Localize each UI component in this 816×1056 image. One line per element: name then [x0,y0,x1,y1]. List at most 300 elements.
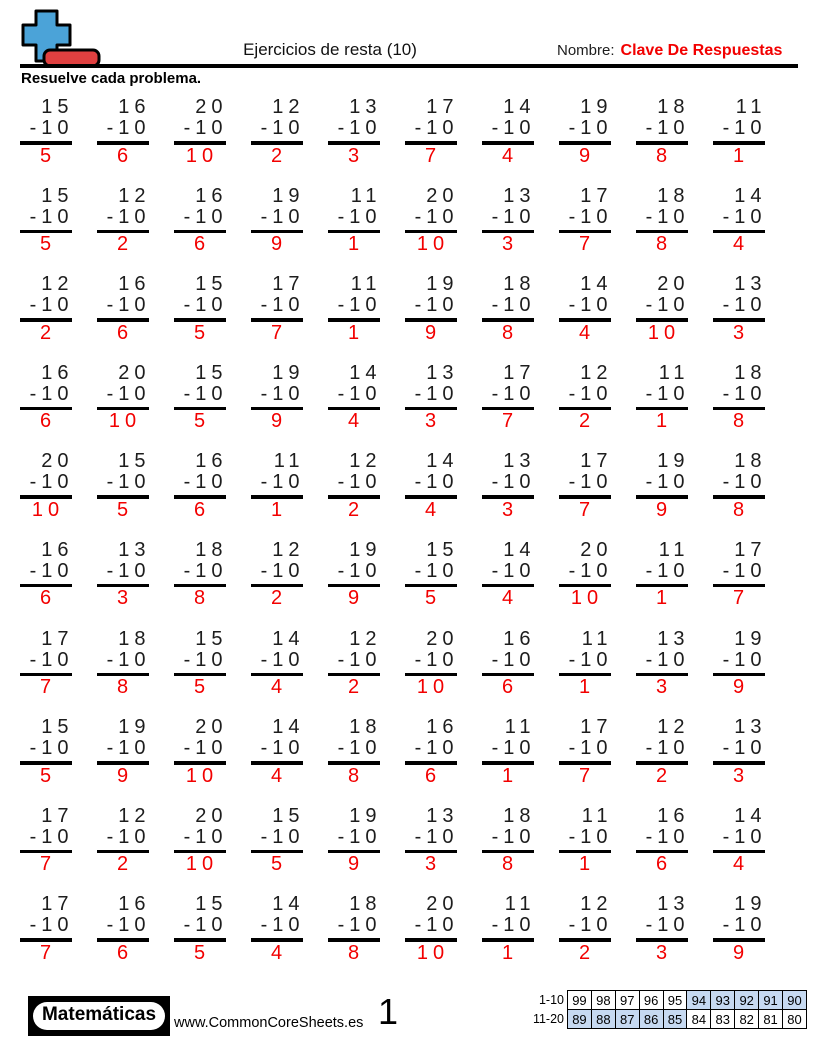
problem-answer: 8 [732,498,750,521]
problem-minuend: 14 [734,804,767,827]
problem-answer: 4 [270,676,288,699]
problem-answer: 4 [501,587,519,610]
problem-answer: 4 [578,321,596,344]
problem [251,540,303,629]
problem-minuend: 14 [272,716,305,739]
problem [559,363,611,452]
header-divider [20,64,798,68]
score-cell: 92 [734,990,759,1010]
problem-minuend: 19 [349,538,382,561]
problem-minuend: 14 [580,273,613,296]
problem-subtrahend: -10 [183,559,228,582]
problem [328,717,380,806]
problem-minuend: 12 [272,538,305,561]
problem [328,274,380,363]
problem-subtrahend: -10 [645,559,690,582]
problem-answer: 3 [501,233,519,256]
problem-subtrahend: -10 [337,205,382,228]
problem [328,186,380,275]
problem-minuend: 18 [734,361,767,384]
problem-answer: 9 [732,676,750,699]
problem-minuend: 18 [349,893,382,916]
problem [20,629,72,718]
problem [20,97,72,186]
problem [636,97,688,186]
problem-subtrahend: -10 [337,825,382,848]
problem-subtrahend: -10 [414,205,459,228]
problem-subtrahend: -10 [568,205,613,228]
problem-answer: 5 [39,233,57,256]
problem-answer: 1 [732,144,750,167]
problem-answer: 6 [39,587,57,610]
problem-subtrahend: -10 [183,117,228,139]
problem-minuend: 12 [580,361,613,384]
problem-subtrahend: -10 [491,471,536,494]
problem [482,894,534,983]
problem-minuend: 16 [195,184,228,207]
problem [20,894,72,983]
score-cell: 83 [710,1009,735,1029]
problem-answer: 7 [424,144,442,167]
problem [97,363,149,452]
problem-subtrahend: -10 [183,825,228,848]
problem-subtrahend: -10 [645,471,690,494]
problem [559,894,611,983]
score-cell: 91 [758,990,783,1010]
problem-subtrahend: -10 [337,737,382,760]
problem-subtrahend: -10 [491,205,536,228]
problem-answer: 9 [347,587,365,610]
problem-answer: 8 [501,321,519,344]
problem-minuend: 13 [503,450,536,473]
problem-minuend: 14 [734,184,767,207]
problem-minuend: 15 [41,184,74,207]
problem-answer: 8 [116,676,134,699]
problem-minuend: 16 [426,716,459,739]
score-cell: 81 [758,1009,783,1029]
problem-subtrahend: -10 [106,737,151,760]
problem [713,806,765,895]
problem-minuend: 13 [734,273,767,296]
problem [174,186,226,275]
score-cell: 80 [782,1009,807,1029]
problem [174,717,226,806]
score-row [524,1009,807,1029]
score-cell: 82 [734,1009,759,1029]
problem-subtrahend: -10 [337,382,382,405]
problem-answer: 8 [347,764,365,787]
problem-subtrahend: -10 [491,914,536,937]
problem-minuend: 17 [41,893,74,916]
problem-minuend: 17 [272,273,305,296]
problem [482,629,534,718]
problem [405,97,457,186]
problem-answer-line [713,141,765,145]
problem [20,274,72,363]
problem-minuend: 18 [195,538,228,561]
problem [405,540,457,629]
problem-answer: 6 [501,676,519,699]
problem-subtrahend: -10 [337,117,382,139]
name-row [557,42,782,60]
problem [405,806,457,895]
problem-answer: 5 [116,498,134,521]
problem-subtrahend: -10 [106,382,151,405]
problem-minuend: 15 [195,627,228,650]
problem-answer: 1 [578,853,596,876]
problem-subtrahend: -10 [337,294,382,317]
score-cell: 98 [591,990,616,1010]
problem-subtrahend: -10 [260,117,305,139]
problem-subtrahend: -10 [106,648,151,671]
problem-subtrahend: -10 [106,205,151,228]
problem-subtrahend: -10 [183,914,228,937]
problem-answer-line [20,141,72,145]
problem-subtrahend: -10 [106,914,151,937]
problem-subtrahend: -10 [29,205,74,228]
problem-answer: 7 [578,498,596,521]
problem [97,451,149,540]
problem-subtrahend: -10 [645,914,690,937]
problem [174,806,226,895]
problem-minuend: 20 [580,538,613,561]
problem [559,186,611,275]
problem-subtrahend: -10 [29,648,74,671]
problem-subtrahend: -10 [568,382,613,405]
problem-minuend: 11 [658,538,690,561]
problem-answer: 1 [270,498,288,521]
problem-answer: 10 [185,144,219,167]
problem [405,186,457,275]
brand-logo: Matemáticas [33,1002,165,1030]
problem-minuend: 19 [118,716,151,739]
problem-answer: 7 [270,321,288,344]
problem-subtrahend: -10 [491,648,536,671]
problem [405,717,457,806]
problem-subtrahend: -10 [491,559,536,582]
problem-subtrahend: -10 [722,648,767,671]
problem [251,451,303,540]
problem-subtrahend: -10 [491,825,536,848]
problem [174,451,226,540]
problem-minuend: 18 [503,804,536,827]
name-label: Nombre: [557,42,615,59]
problem-answer: 10 [416,941,450,964]
problem-answer: 8 [347,941,365,964]
problem-minuend: 12 [349,450,382,473]
problem-answer: 6 [193,233,211,256]
problem-answer: 2 [116,853,134,876]
problem-minuend: 12 [580,893,613,916]
problem [482,363,534,452]
problem [20,363,72,452]
problem [251,97,303,186]
problem-minuend: 17 [41,804,74,827]
problem-minuend: 19 [580,96,613,118]
problem-subtrahend: -10 [183,382,228,405]
problem-answer: 5 [193,941,211,964]
problem-subtrahend: -10 [722,914,767,937]
problem-answer: 2 [347,676,365,699]
problem-minuend: 19 [426,273,459,296]
problem-minuend: 16 [118,96,151,118]
problem [559,451,611,540]
problem-answer: 6 [116,144,134,167]
problem [636,186,688,275]
problem-answer-line [636,141,688,145]
problem-minuend: 17 [41,627,74,650]
problem [636,363,688,452]
problem-subtrahend: -10 [183,205,228,228]
problem-minuend: 20 [195,716,228,739]
problem [636,451,688,540]
problem-minuend: 15 [426,538,459,561]
problem-answer: 4 [270,941,288,964]
problem-answer: 3 [424,410,442,433]
problem-answer: 10 [185,764,219,787]
problem-answer: 6 [424,764,442,787]
problem-minuend: 17 [426,96,459,118]
problem [174,97,226,186]
problem-subtrahend: -10 [722,294,767,317]
problem-subtrahend: -10 [414,737,459,760]
problem-answer: 1 [347,321,365,344]
problem-answer: 5 [39,144,57,167]
page-title: Ejercicios de resta (10) [243,40,417,59]
problem-subtrahend: -10 [722,559,767,582]
problem-answer: 9 [578,144,596,167]
problem [328,806,380,895]
problem-minuend: 19 [349,804,382,827]
problem-minuend: 14 [272,627,305,650]
problem-minuend: 15 [272,804,305,827]
problem-answer: 4 [347,410,365,433]
problem-minuend: 20 [195,96,228,118]
problem-answer: 7 [39,941,57,964]
problem-subtrahend: -10 [722,737,767,760]
problem-answer: 8 [193,587,211,610]
problem [328,451,380,540]
problem-answer: 2 [116,233,134,256]
problem-answer: 5 [39,764,57,787]
problem-answer-line [559,141,611,145]
problem-answer: 10 [416,676,450,699]
problem-answer-line [482,141,534,145]
problem [636,274,688,363]
problem [713,717,765,806]
problem-answer: 2 [270,587,288,610]
problem-subtrahend: -10 [183,294,228,317]
problem-subtrahend: -10 [29,914,74,937]
problem-subtrahend: -10 [568,559,613,582]
problem-subtrahend: -10 [260,825,305,848]
problem-answer: 6 [655,853,673,876]
problem [559,806,611,895]
problem [559,274,611,363]
problem-answer: 7 [39,853,57,876]
problem-answer: 2 [578,410,596,433]
problem-subtrahend: -10 [568,825,613,848]
problem-minuend: 11 [350,273,382,296]
problem-minuend: 11 [658,361,690,384]
problem-answer-line [405,141,457,145]
problem-subtrahend: -10 [260,294,305,317]
problem [713,274,765,363]
problem [328,363,380,452]
problem-minuend: 12 [118,804,151,827]
problem [713,540,765,629]
problem [174,274,226,363]
problem-minuend: 11 [735,96,767,118]
problem-answer: 4 [732,233,750,256]
problem-answer-line [97,141,149,145]
problem-minuend: 14 [426,450,459,473]
problem-minuend: 13 [734,716,767,739]
problem-subtrahend: -10 [645,294,690,317]
problem-subtrahend: -10 [260,471,305,494]
problem-minuend: 16 [657,804,690,827]
problem [251,274,303,363]
problem [482,274,534,363]
problem [251,717,303,806]
problem-minuend: 20 [118,361,151,384]
problem-answer: 7 [39,676,57,699]
problem [636,717,688,806]
problem-subtrahend: -10 [260,737,305,760]
problem-minuend: 19 [272,361,305,384]
problem-answer: 3 [347,144,365,167]
problem-minuend: 14 [503,96,536,118]
page-number: 1 [378,991,399,1032]
problem [174,894,226,983]
problem-subtrahend: -10 [414,914,459,937]
problem-minuend: 19 [272,184,305,207]
problem-minuend: 11 [581,627,613,650]
problem-minuend: 15 [118,450,151,473]
score-cell: 95 [663,990,688,1010]
problem-minuend: 17 [580,450,613,473]
problem-minuend: 15 [195,361,228,384]
problem-minuend: 15 [41,716,74,739]
problem-minuend: 13 [503,184,536,207]
problem-subtrahend: -10 [414,294,459,317]
problem [251,186,303,275]
problem-minuend: 11 [273,450,305,473]
problem-subtrahend: -10 [260,382,305,405]
problem-subtrahend: -10 [106,294,151,317]
problem-answer: 1 [655,410,673,433]
problem-answer: 9 [347,853,365,876]
problem [20,451,72,540]
problem-subtrahend: -10 [414,825,459,848]
problem [713,451,765,540]
problem-answer-line [174,141,226,145]
problem-minuend: 19 [734,893,767,916]
problem-answer: 1 [501,764,519,787]
problem-subtrahend: -10 [337,914,382,937]
problem-subtrahend: -10 [722,471,767,494]
problem-subtrahend: -10 [645,205,690,228]
problem-answer-line [328,141,380,145]
problem-subtrahend: -10 [491,294,536,317]
problem-answer-line [251,141,303,145]
problem-subtrahend: -10 [568,914,613,937]
problem [636,806,688,895]
problem-subtrahend: -10 [568,471,613,494]
problem [482,186,534,275]
problem [636,540,688,629]
problem-answer: 1 [655,587,673,610]
problem [328,540,380,629]
problem-answer: 7 [501,410,519,433]
problem-answer: 9 [270,410,288,433]
problem-subtrahend: -10 [260,914,305,937]
problem-minuend: 11 [504,716,536,739]
problem-answer: 1 [578,676,596,699]
problem-minuend: 12 [349,627,382,650]
problem [97,717,149,806]
problem-answer: 4 [424,498,442,521]
problem-minuend: 17 [734,538,767,561]
problem [482,540,534,629]
problem [405,363,457,452]
problem-answer: 2 [655,764,673,787]
problem-minuend: 15 [195,893,228,916]
problem-minuend: 20 [426,627,459,650]
problem [97,894,149,983]
problem-subtrahend: -10 [568,117,613,139]
problem-answer: 10 [185,853,219,876]
problem-answer: 3 [732,321,750,344]
problem-minuend: 16 [118,273,151,296]
problem-answer: 4 [501,144,519,167]
problem-minuend: 14 [349,361,382,384]
score-cell: 85 [663,1009,688,1029]
problem [174,540,226,629]
problem-minuend: 11 [504,893,536,916]
problem [713,894,765,983]
problem-subtrahend: -10 [645,382,690,405]
problem-answer: 10 [416,233,450,256]
problem-subtrahend: -10 [183,737,228,760]
problem-answer: 9 [116,764,134,787]
problem-answer: 4 [270,764,288,787]
problem-minuend: 20 [426,184,459,207]
name-value: Clave De Respuestas [620,42,783,59]
problem-answer: 6 [193,498,211,521]
problem-subtrahend: -10 [568,294,613,317]
problem [97,186,149,275]
problem-subtrahend: -10 [106,559,151,582]
problem-subtrahend: -10 [645,825,690,848]
problem-subtrahend: -10 [29,382,74,405]
problem-answer: 6 [116,321,134,344]
score-cell: 94 [686,990,711,1010]
problem [713,363,765,452]
problem-answer: 8 [655,233,673,256]
problem-answer: 1 [501,941,519,964]
problem-subtrahend: -10 [722,205,767,228]
problem-subtrahend: -10 [106,117,151,139]
problem-subtrahend: -10 [29,471,74,494]
problem-answer: 9 [732,941,750,964]
problem [97,97,149,186]
problem [174,363,226,452]
problem [20,806,72,895]
problem-subtrahend: -10 [645,117,690,139]
problem-subtrahend: -10 [260,559,305,582]
problem [559,540,611,629]
